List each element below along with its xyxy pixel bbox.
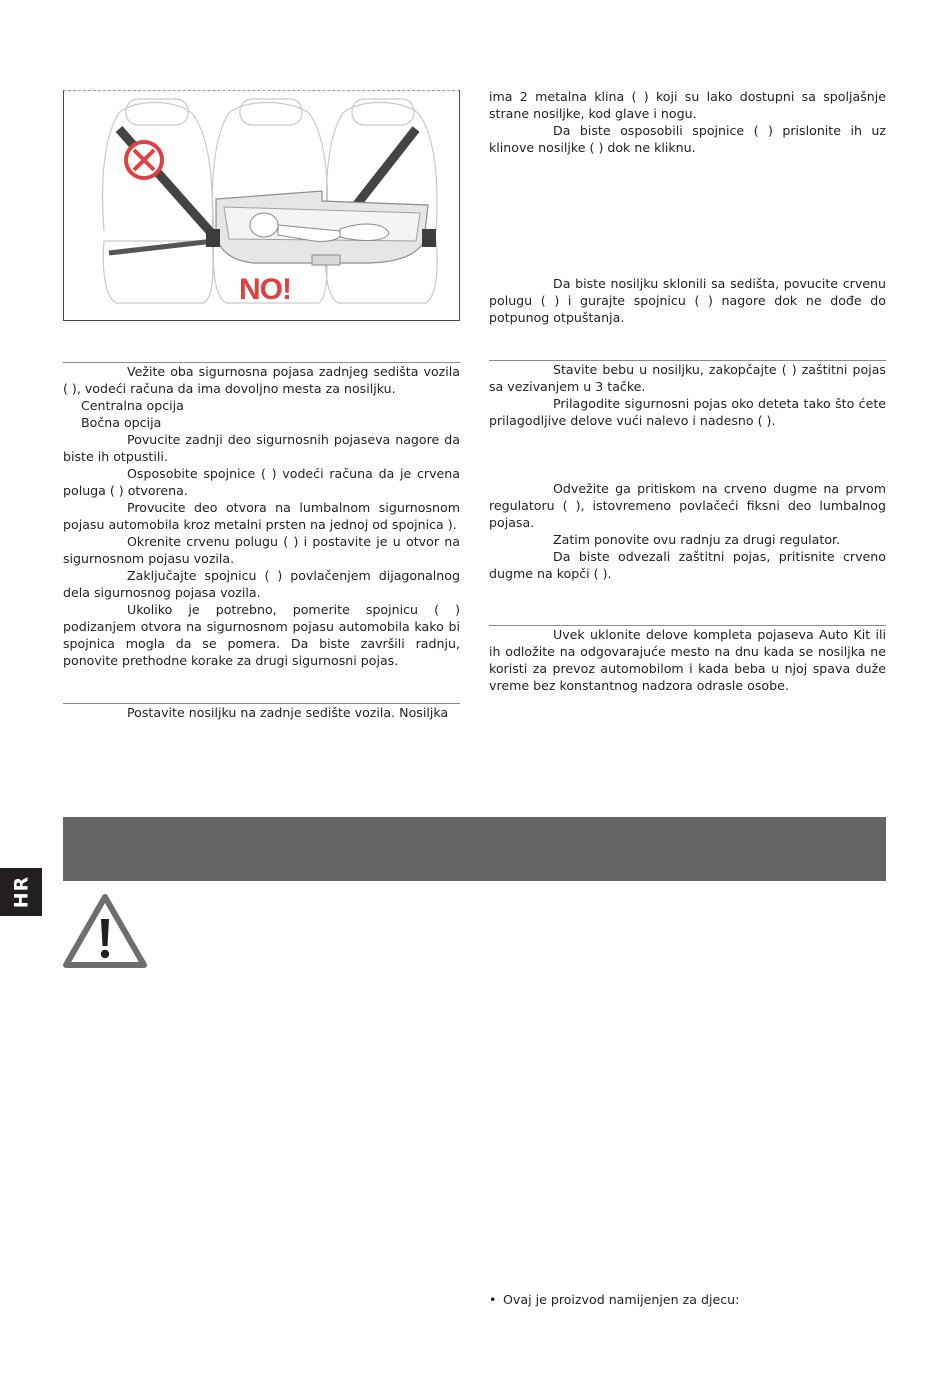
option-label: Centralna opcija [81, 398, 184, 413]
no-label: NO! [239, 273, 291, 306]
paragraph: Zatim ponovite ovu radnju za drugi regulator. [553, 532, 841, 547]
paragraph: Uvek uklonite delove kompleta pojaseva Auto Kit ili ih odložite na odgovarajuće mesto na dnu kada se nosiljka ne koristi za prevoz automobilom i kada beba u njoj spava duže vreme bez konstantnog nadzora odrasle osobe. [489, 627, 886, 693]
language-tab [0, 868, 42, 916]
paragraph: Odvežite ga pritiskom na crveno dugme na prvom regulatoru ( ), istovremeno povlačeći fiksni deo lumbalnog pojasa. [489, 481, 886, 530]
paragraph: Okrenite crvenu polugu ( ) i postavite je u otvor na sigurnosnom pojasu vozila. [63, 534, 460, 566]
paragraph: Stavite bebu u nosiljku, zakopčajte ( ) zaštitni pojas sa vezivanjem u 3 tačke. [489, 362, 886, 394]
bullet-marker: • [489, 1292, 497, 1307]
paragraph: Prilagodite sigurnosni pojas oko deteta tako što ćete prilagodljive delove vući nalevo i nadesno ( ). [489, 396, 886, 428]
paragraph: Da biste nosiljku sklonili sa sedišta, povucite crvenu polugu ( ) i gurajte spojnicu ( ) nagore dok ne dođe do potpunog otpuštanja. [489, 276, 886, 325]
carrycot-seat-illustration [63, 90, 460, 321]
no-entry-cross-icon [126, 142, 162, 178]
bullet-item [489, 1291, 886, 1308]
paragraph: Ukoliko je potrebno, pomerite spojnicu ( ) podizanjem otvora na sigurnosnom pojasu automobila kako bi spojnica mogla da se pomera. Da biste završili radnju, ponovite prethodne korake za drugi sigurnosni pojas. [63, 602, 460, 668]
paragraph: Zaključajte spojnicu ( ) povlačenjem dijagonalnog dela sigurnosnog pojasa vozila. [63, 568, 460, 600]
language-tab-label: HR [9, 875, 32, 909]
paragraph: Da biste odvezali zaštitni pojas, pritisnite crveno dugme na kopči ( ). [489, 549, 886, 581]
option-label: Bočna opcija [81, 415, 162, 430]
right-column [489, 88, 886, 694]
warning-triangle-icon [63, 893, 147, 969]
paragraph: Povucite zadnji deo sigurnosnih pojaseva nagore da biste ih otpustili. [63, 432, 460, 464]
paragraph: Da biste osposobili spojnice ( ) prislonite ih uz klinove nosiljke ( ) dok ne kliknu. [489, 123, 886, 155]
paragraph: Postavite nosiljku na zadnje sedište vozila. Nosiljka [127, 705, 449, 720]
paragraph: Osposobite spojnice ( ) vodeći računa da je crvena poluga ( ) otvorena. [63, 466, 460, 498]
bullet-text: Ovaj je proizvod namijenjen za djecu: [503, 1292, 740, 1307]
left-column [63, 362, 460, 721]
paragraph: ima 2 metalna klina ( ) koji su lako dostupni sa spoljašnje strane nosiljke, kod glave i nogu. [489, 89, 886, 121]
section-header-band [63, 817, 886, 881]
paragraph: Provucite deo otvora na lumbalnom sigurnosnom pojasu automobila kroz metalni prsten na jednoj od spojnica ). [63, 500, 460, 532]
paragraph: Vežite oba sigurnosna pojasa zadnjeg sedišta vozila ( ), vodeći računa da ima dovoljno mesta za nosiljku. [63, 364, 460, 396]
